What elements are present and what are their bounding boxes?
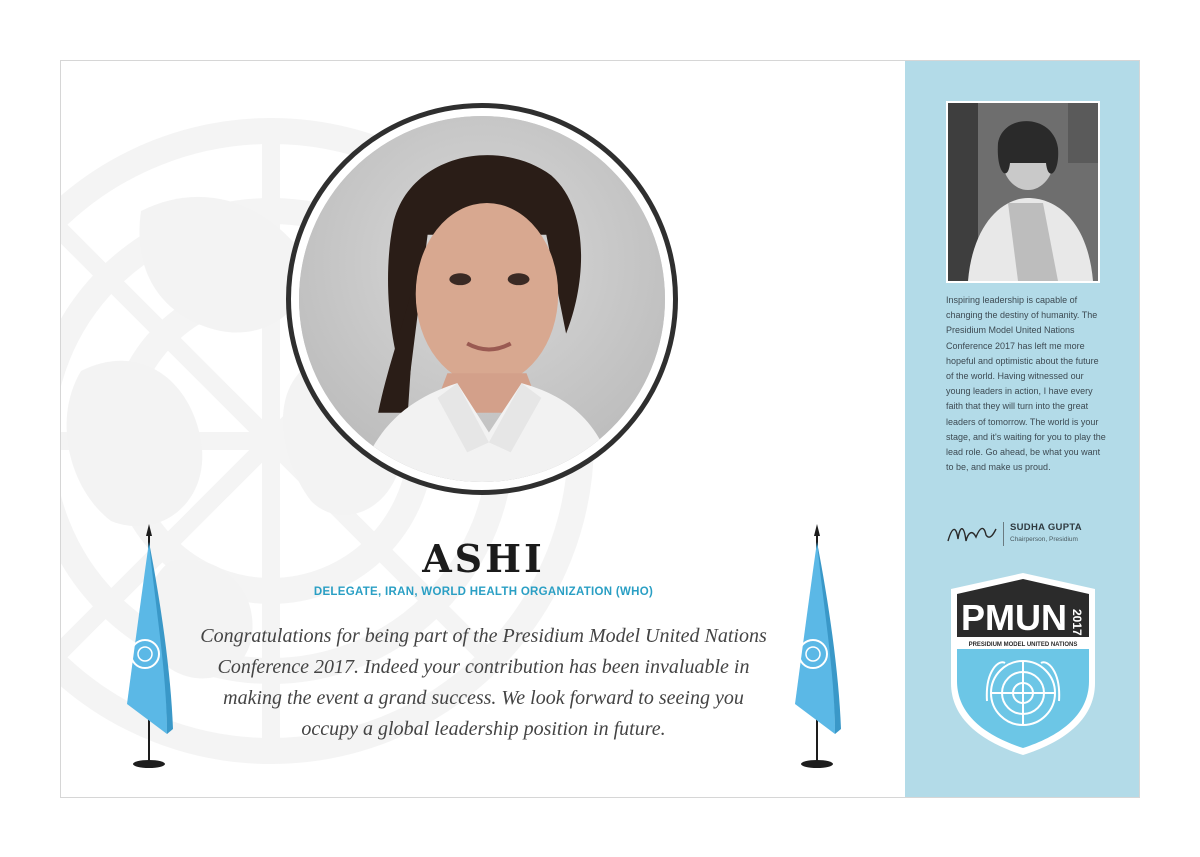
- signatory-name: SUDHA GUPTA: [1010, 522, 1082, 533]
- delegate-portrait: [299, 116, 665, 482]
- badge-tagline: PRESIDIUM MODEL UNITED NATIONS: [968, 642, 1078, 648]
- badge-wordmark: PMUN: [961, 597, 1067, 638]
- un-flag-right-icon: [789, 524, 859, 774]
- chairperson-quote: Inspiring leadership is capable of changing the destiny of humanity. The Presidium Model United Nations Conference 2017 has left me more hopeful and optimistic about the future of the world. Having witnessed our young leaders in action, I have every faith that they will turn into the great leaders of tomorrow. The world is your stage, and it's waiting for you to play the lead role. Go ahead, be what you want to be, and make us proud.: [946, 295, 1106, 473]
- signature-divider: [1003, 522, 1004, 546]
- delegate-name: ASHI: [422, 536, 545, 581]
- certificate-card: [60, 60, 1140, 798]
- signatory-title: Chairperson, Presidium: [1010, 536, 1078, 543]
- congratulation-message: Congratulations for being part of the Presidium Model United Nations Conference 2017. Indeed your contribution has been invaluable in making the event a grand success. We look forward to seeing you occupy a global leadership position in future.: [200, 625, 767, 740]
- signature-block: [946, 519, 1126, 553]
- un-flag-left-icon: [121, 524, 191, 774]
- delegate-role: DELEGATE, IRAN, WORLD HEALTH ORGANIZATION (WHO): [313, 586, 654, 598]
- badge-year: 2017: [1070, 609, 1084, 636]
- chairperson-sidebar: [905, 61, 1140, 798]
- delegate-portrait-frame: [286, 103, 678, 495]
- chairperson-photo: [946, 101, 1100, 283]
- signature-icon: [946, 519, 998, 549]
- pmun-badge-logo: [949, 571, 1097, 757]
